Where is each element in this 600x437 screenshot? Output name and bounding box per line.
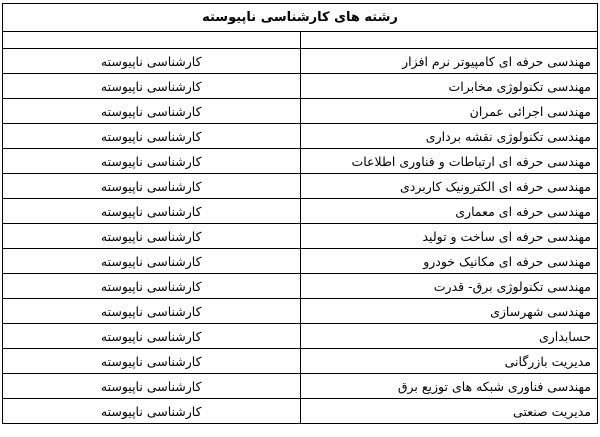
major-name-cell: مهندسی حرفه ای مکانیک خودرو <box>300 249 598 274</box>
table-row <box>3 249 598 274</box>
major-name-cell: مهندسی شهرسازی <box>300 299 598 324</box>
table-row <box>3 374 598 399</box>
major-name-cell: مهندسی حرفه ای ساخت و تولید <box>300 224 598 249</box>
major-name-cell: مهندسی فناوری شبکه های توزیع برق <box>300 374 598 399</box>
degree-type-cell: کارشناسی ناپیوسته <box>3 324 301 349</box>
degree-type-cell: کارشناسی ناپیوسته <box>3 349 301 374</box>
blank-row <box>3 32 598 49</box>
majors-table-container <box>2 3 598 424</box>
table-row <box>3 224 598 249</box>
major-name-cell: حسابداری <box>300 324 598 349</box>
blank-cell <box>300 32 598 49</box>
major-name-cell: مهندسی اجرائی عمران <box>300 99 598 124</box>
table-row <box>3 399 598 424</box>
degree-type-cell: کارشناسی ناپیوسته <box>3 249 301 274</box>
degree-type-cell: کارشناسی ناپیوسته <box>3 149 301 174</box>
table-row <box>3 74 598 99</box>
table-row <box>3 149 598 174</box>
degree-type-cell: کارشناسی ناپیوسته <box>3 174 301 199</box>
degree-type-cell: کارشناسی ناپیوسته <box>3 224 301 249</box>
degree-type-cell: کارشناسی ناپیوسته <box>3 199 301 224</box>
major-name-cell: مهندسی تکنولوژی مخابرات <box>300 74 598 99</box>
degree-type-cell: کارشناسی ناپیوسته <box>3 399 301 424</box>
degree-type-cell: کارشناسی ناپیوسته <box>3 124 301 149</box>
table-title-row <box>3 4 598 32</box>
major-name-cell: مهندسی حرفه ای معماری <box>300 199 598 224</box>
major-name-cell: مدیریت صنعتی <box>300 399 598 424</box>
major-name-cell: مهندسی تکنولوژی برق- قدرت <box>300 274 598 299</box>
major-name-cell: مهندسی حرفه ای ارتباطات و فناوری اطلاعات <box>300 149 598 174</box>
major-name-cell: مدیریت بازرگانی <box>300 349 598 374</box>
degree-type-cell: کارشناسی ناپیوسته <box>3 274 301 299</box>
blank-cell <box>3 32 301 49</box>
table-row <box>3 324 598 349</box>
table-row <box>3 174 598 199</box>
major-name-cell: مهندسی حرفه ای الکترونیک کاربردی <box>300 174 598 199</box>
table-row <box>3 99 598 124</box>
table-row <box>3 299 598 324</box>
table-row <box>3 199 598 224</box>
table-row <box>3 349 598 374</box>
table-row <box>3 124 598 149</box>
table-body <box>3 32 598 424</box>
major-name-cell: مهندسی حرفه ای کامپیوتر نرم افزار <box>300 49 598 74</box>
degree-type-cell: کارشناسی ناپیوسته <box>3 49 301 74</box>
degree-type-cell: کارشناسی ناپیوسته <box>3 374 301 399</box>
table-row <box>3 49 598 74</box>
major-name-cell: مهندسی تکنولوژی نقشه برداری <box>300 124 598 149</box>
degree-type-cell: کارشناسی ناپیوسته <box>3 99 301 124</box>
table-row <box>3 274 598 299</box>
table-title: رشته های کارشناسی ناپیوسته <box>3 4 598 32</box>
degree-type-cell: کارشناسی ناپیوسته <box>3 74 301 99</box>
degree-type-cell: کارشناسی ناپیوسته <box>3 299 301 324</box>
majors-table <box>2 3 598 424</box>
